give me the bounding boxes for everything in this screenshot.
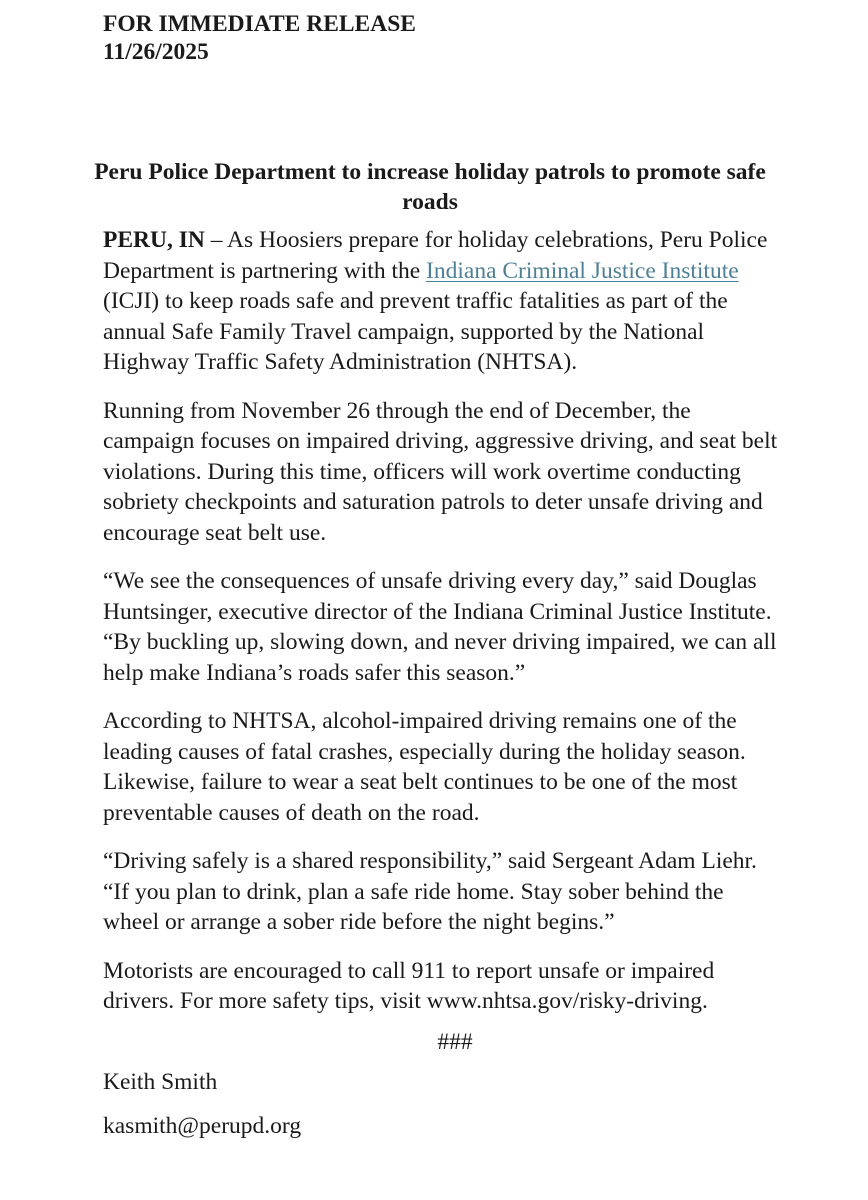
press-release [94, 10, 783, 1141]
intro-text-after-link: (ICJI) to keep roads safe and prevent traffic fatalities as part of the annual Safe Family Travel campaign, supported by the National Highway Traffic Safety Administration (NHTSA). [103, 288, 728, 375]
paragraph-quote-huntsinger: “We see the consequences of unsafe driving every day,” said Douglas Huntsinger, executive director of the Indiana Criminal Justice Institute. “By buckling up, slowing down, and never driving impaired, we can all help make Indiana’s roads safer this season.” [103, 568, 777, 686]
contact-email: kasmith@perupd.org [103, 1112, 302, 1139]
release-label: FOR IMMEDIATE RELEASE [103, 11, 416, 37]
release-date: 11/26/2025 [103, 39, 209, 65]
intro-text-before-link: – As Hoosiers prepare for holiday celebrations, Peru Police Department is partnering with the [103, 227, 768, 284]
paragraph-intro [103, 225, 783, 378]
paragraph-nhtsa: According to NHTSA, alcohol-impaired driving remains one of the leading causes of fatal crashes, especially during the holiday season. Likewise, failure to wear a seat belt continues to be one of the most preventable causes of death on the road. [103, 708, 746, 826]
end-mark: ### [437, 1028, 473, 1055]
paragraph-motorists: Motorists are encouraged to call 911 to report unsafe or impaired drivers. For more safety tips, visit www.nhtsa.gov/risky-driving. [103, 957, 715, 1014]
paragraph-campaign: Running from November 26 through the end of December, the campaign focuses on impaired driving, aggressive driving, and seat belt violations. During this time, officers will work overtime conducting sobriety checkpoints and saturation patrols to deter unsafe driving and encourage seat belt use. [103, 397, 778, 546]
headline: Peru Police Department to increase holiday patrols to promote safe roads [94, 159, 766, 215]
contact-name: Keith Smith [103, 1068, 218, 1095]
icji-link[interactable]: Indiana Criminal Justice Institute [426, 257, 739, 284]
dateline: PERU, IN [103, 227, 205, 253]
paragraph-quote-liehr: “Driving safely is a shared responsibility,” said Sergeant Adam Liehr. “If you plan to drink, plan a safe ride home. Stay sober behind the wheel or arrange a sober ride before the night begins.” [103, 848, 757, 935]
